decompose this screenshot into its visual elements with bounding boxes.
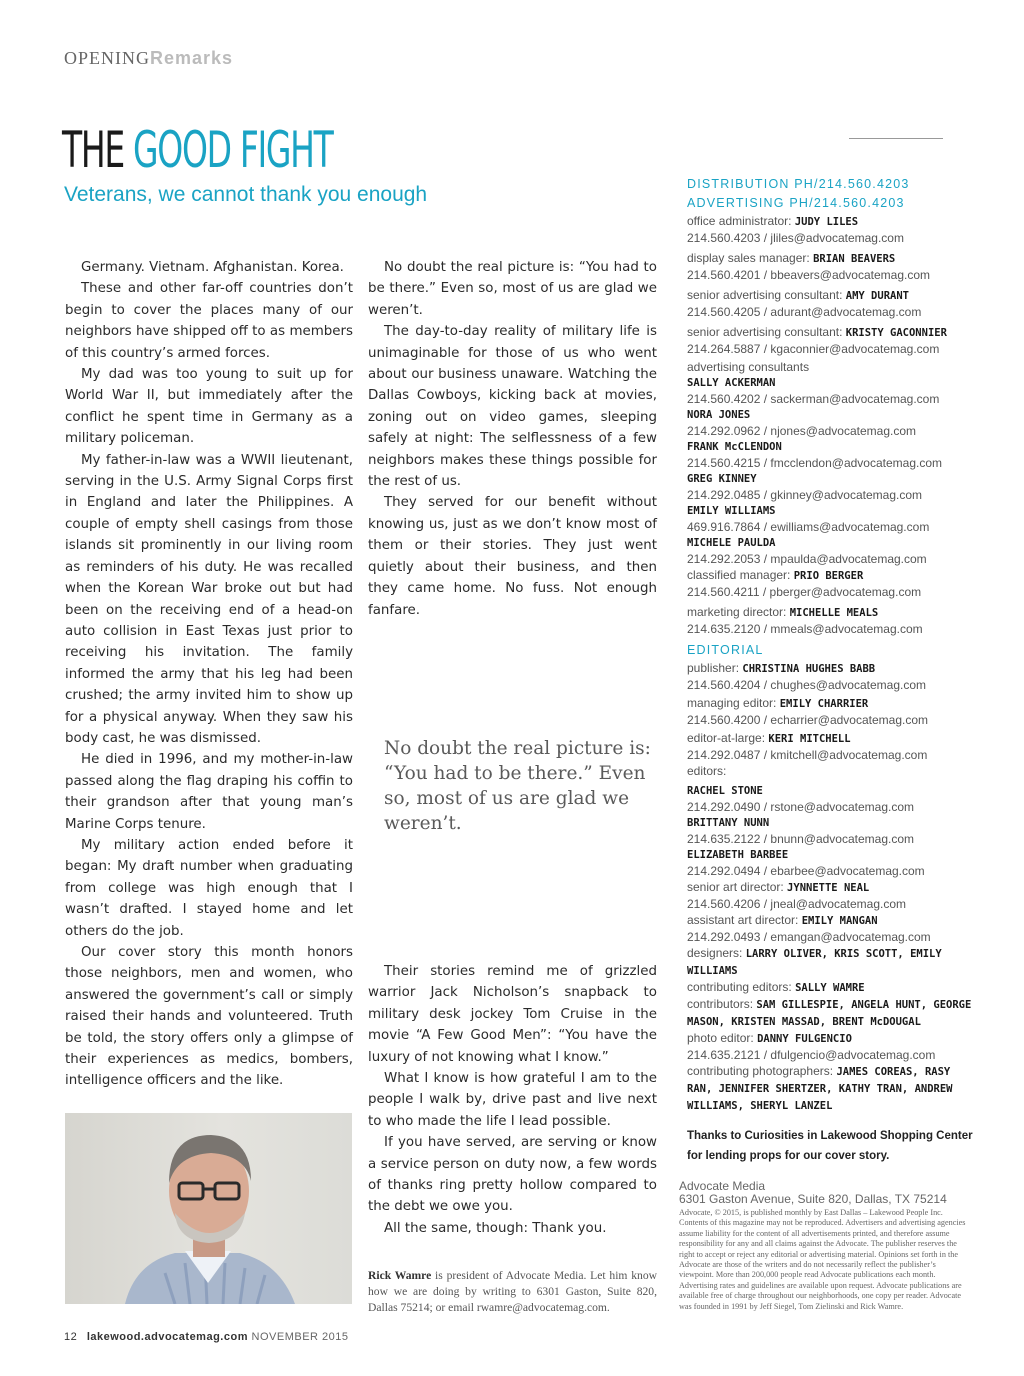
masthead-person-name: GREG KINNEY [687,473,757,485]
masthead-role [687,996,977,1030]
masthead-contact-line: 214.635.2121 / dfulgencio@advocatemag.com [687,1048,936,1062]
masthead-person-name: FRANK McCLENDON [687,441,782,453]
masthead-role-label: contributors: [687,997,754,1011]
subhead: Veterans, we cannot thank you enough [64,183,428,206]
masthead-contact-line: 214.635.2120 / mmeals@advocatemag.com [687,622,923,636]
colophon-company: Advocate Media [679,1179,766,1193]
paragraph: These and other far-off countries don’t begin to cover the places many of our neighbors have shipped off to as members of this country’s armed forces. [65,281,353,361]
masthead-role [687,695,977,712]
masthead-contact-line: 214.292.0494 / ebarbee@advocatemag.com [687,864,925,878]
paragraph: My military action ended before it began: My draft number when graduating from college was high enough that I wasn’t drafted. I stayed home and let others do the job. [65,837,353,939]
masthead-person-name: BRIAN BEAVERS [813,253,896,265]
paragraph: My father-in-law was a WWII lieutenant, serving in the U.S. Army Signal Corps first in England and later the Philippines. A couple of empty shell casings from those islands sit prominently in our living room as reminders of his duty. He was recalled when the Korean War broke out but had been on the receiving end of a head-on auto collision in East Texas just prior to receiving his invitation. The family informed the army that his leg had been crushed; the army invited him to show up for a physical anyway. When they saw his body cast, he was dismissed. [65,452,353,746]
headline [62,112,333,188]
masthead-role-label: display sales manager: [687,251,810,265]
paragraph: All the same, though: Thank you. [384,1220,607,1236]
masthead-section-header: DISTRIBUTION PH/214.560.4203 [687,177,910,191]
masthead-contact-line: 214.292.0487 / kmitchell@advocatemag.com [687,748,928,762]
footer-url: lakewood.advocatemag.com [86,1331,248,1343]
masthead-person-name: BRITTANY NUNN [687,817,770,829]
masthead-role [687,324,977,341]
masthead-role-label: contributing photographers: [687,1064,834,1078]
masthead-role-label: senior advertising consultant: [687,325,843,339]
masthead-role [687,213,977,230]
colophon-fine-print: Advocate, © 2015, is published monthly by East Dallas – Lakewood People Inc. Contents of this magazine may not be reproduced. Advertisers and advertising agencies assume liability for the content of all advertisements printed, and therefore assume responsibility for any and all claims against the Advocate. The publisher reserves the right to accept or reject any editorial or advertising material. Opinions set forth in the Advocate are those of the writers and do not necessarily reflect the publisher’s viewpoint. More than 200,000 people read Advocate publications each month. Advertising rates and guidelines are available upon request. Advocate publications are available free of charge throughout our neighborhoods, one copy per reader. Advocate was founded in 1991 by Jeff Siegel, Tom Zielinski and Rick Wamre. [679,1208,966,1311]
section-label [64,48,233,69]
masthead-role-label: classified manager: [687,568,791,582]
masthead-contact-line: 214.560.4205 / adurant@advocatemag.com [687,305,922,319]
masthead-role [687,979,977,996]
masthead-role [687,879,977,896]
masthead-person-name: MICHELE PAULDA [687,537,776,549]
masthead-role-label: senior art director: [687,880,784,894]
masthead-role [687,567,977,584]
colophon [679,1180,969,1312]
masthead-person-name: KRISTY GACONNIER [845,327,947,339]
masthead-person-name: SALLY WAMRE [795,982,865,994]
masthead-person-name: JUDY LILES [794,216,859,228]
masthead-person-name: MICHELLE MEALS [789,607,879,619]
masthead-contact-line: 214.560.4203 / jliles@advocatemag.com [687,231,904,245]
masthead-contact-line: editors: [687,764,727,778]
masthead-contact-line: 214.635.2122 / bnunn@advocatemag.com [687,832,915,846]
masthead-role [687,604,977,621]
masthead-person-name: EMILY CHARRIER [779,698,869,710]
masthead-person-name: ELIZABETH BARBEE [687,849,789,861]
masthead-role-label: editor-at-large: [687,731,766,745]
masthead-role-label: assistant art director: [687,913,799,927]
masthead-person-name: EMILY MANGAN [801,915,878,927]
paragraph: My dad was too young to suit up for World War II, but immediately after the conflict he spent time in Germany as a military policeman. [65,367,353,447]
masthead-role-label: office administrator: [687,214,792,228]
masthead-contact-line: 214.264.5887 / kgaconnier@advocatemag.com [687,342,940,356]
colophon-address: 6301 Gaston Avenue, Suite 820, Dallas, TX 75214 [679,1192,947,1206]
paragraph: What I know is how grateful I am to the people I walk by, drive past and live next to who made the life I lead possible. [368,1071,657,1129]
masthead-role [687,660,977,677]
masthead-role [687,912,977,929]
masthead-contact-line: 214.292.0485 / gkinney@advocatemag.com [687,488,923,502]
masthead-person-name: JAMES COREAS, RASY RAN, JENNIFER SHERTZER, KATHY TRAN, ANDREW WILLIAMS, SHERYL LANZEL [687,1066,953,1112]
masthead-person-name: PRIO BERGER [793,570,864,582]
masthead [687,175,977,1166]
masthead-section-header: EDITORIAL [687,643,764,657]
masthead-rule [849,138,943,139]
masthead-contact-line: 214.292.0490 / rstone@advocatemag.com [687,800,914,814]
masthead-person-name: SAM GILLESPIE, ANGELA HUNT, GEORGE MASON, KRISTEN MASSAD, BRENT McDOUGAL [687,999,972,1028]
masthead-person-name: KERI MITCHELL [768,733,851,745]
masthead-contact-line: advertising consultants [687,360,810,374]
masthead-person-name: LARRY OLIVER, KRIS SCOTT, EMILY WILLIAMS [687,948,942,977]
masthead-contact-line: 214.560.4204 / chughes@advocatemag.com [687,678,927,692]
masthead-role-label: photo editor: [687,1031,754,1045]
masthead-person-name: RACHEL STONE [687,785,763,797]
author-bio-text: is president of Advocate Media. Let him know how we are doing by writing to 6301 Gaston, Suite 820, Dallas 75214; or email rwamre@advocatemag.com. [368,1269,657,1314]
masthead-contact-line: 214.292.0962 / njones@advocatemag.com [687,424,917,438]
footer-date: NOVEMBER 2015 [251,1331,349,1343]
masthead-role [687,250,977,267]
author-bio [368,1268,657,1315]
article-column-right-bottom [368,961,657,1239]
masthead-role [687,287,977,304]
paragraph: Our cover story this month honors those neighbors, men and women, who answered the government’s call or simply raised their hands and volunteered. Truth be told, the story offers only a glimpse of their experiences as medics, bombers, intelligence officers and the like. [65,945,353,1089]
article-column-left [65,257,353,1092]
masthead-role [687,945,977,979]
article-column-right-top [368,257,657,621]
paragraph: No doubt the real picture is: “You had to be there.” Even so, most of us are glad we weren’t. [368,260,657,318]
masthead-person-name: AMY DURANT [845,290,909,302]
author-photo [65,1113,352,1304]
masthead-role-label: publisher: [687,661,740,675]
masthead-person-name: DANNY FULGENCIO [757,1033,852,1045]
section-label-remarks: Remarks [150,48,234,68]
masthead-contact-line: 214.292.0493 / emangan@advocatemag.com [687,930,931,944]
masthead-person-name: JYNNETTE NEAL [787,882,870,894]
masthead-contact-line: 469.916.7864 / ewilliams@advocatemag.com [687,520,930,534]
paragraph: If you have served, are serving or know a service person on duty now, a few words of thanks ring pretty hollow compared to the debt we owe you. [368,1135,657,1215]
masthead-role [687,1030,977,1047]
masthead-person-name: NORA JONES [687,409,751,421]
masthead-role-label: contributing editors: [687,980,792,994]
masthead-contact-line: 214.560.4211 / pberger@advocatemag.com [687,585,922,599]
masthead-contact-line: 214.560.4200 / echarrier@advocatemag.com [687,713,928,727]
masthead-contact-line: 214.560.4206 / jneal@advocatemag.com [687,897,906,911]
pull-quote: No doubt the real picture is: “You had to be there.” Even so, most of us are glad we weren’t. [384,738,651,834]
masthead-person-name: CHRISTINA HUGHES BABB [742,663,876,675]
masthead-thanks-note: Thanks to Curiosities in Lakewood Shopping Center for lending props for our cover story. [687,1130,973,1162]
page-footer [64,1331,349,1343]
masthead-role [687,730,977,747]
masthead-role [687,1063,977,1114]
paragraph: Germany. Vietnam. Afghanistan. Korea. [81,260,344,275]
masthead-contact-line: 214.560.4201 / bbeavers@advocatemag.com [687,268,931,282]
masthead-role-label: designers: [687,946,743,960]
masthead-person-name: SALLY ACKERMAN [687,377,776,389]
masthead-person-name: EMILY WILLIAMS [687,505,776,517]
paragraph: The day-to-day reality of military life is unimaginable for those of us who went about our business unaware. Watching the Dallas Cowboys, kicking back at movies, zoning out on video games, sleeping safely at night: The selflessness of a few neighbors makes these things possible for the rest of us. [368,324,657,490]
paragraph: Their stories remind me of grizzled warrior Jack Nicholson’s snapback to military desk jockey Tom Cruise in the movie “A Few Good Men”: “You have the luxury of not knowing what I know.” [368,964,657,1065]
page-number: 12 [64,1331,78,1343]
headline-word-good-fight: GOOD FIGHT [133,121,333,179]
author-name: Rick Wamre [368,1269,432,1282]
section-label-opening: OPENING [64,48,150,68]
masthead-role-label: marketing director: [687,605,787,619]
masthead-contact-line: 214.560.4215 / fmcclendon@advocatemag.com [687,456,943,470]
masthead-contact-line: 214.560.4202 / sackerman@advocatemag.com [687,392,940,406]
masthead-contact-line: 214.292.2053 / mpaulda@advocatemag.com [687,552,927,566]
paragraph: They served for our benefit without knowing us, just as we don’t know most of them or their stories. They just went quietly about their business, and then they came home. No fuss. Not enough fanfare. [368,495,657,618]
masthead-section-header: ADVERTISING PH/214.560.4203 [687,196,905,210]
masthead-role-label: managing editor: [687,696,777,710]
masthead-role-label: senior advertising consultant: [687,288,843,302]
headline-word-the: THE [62,121,134,179]
paragraph: He died in 1996, and my mother-in-law passed along the flag draping his coffin to their grandson after that young man’s Marine Corps tenure. [65,752,353,832]
author-portrait-illustration [65,1113,352,1304]
